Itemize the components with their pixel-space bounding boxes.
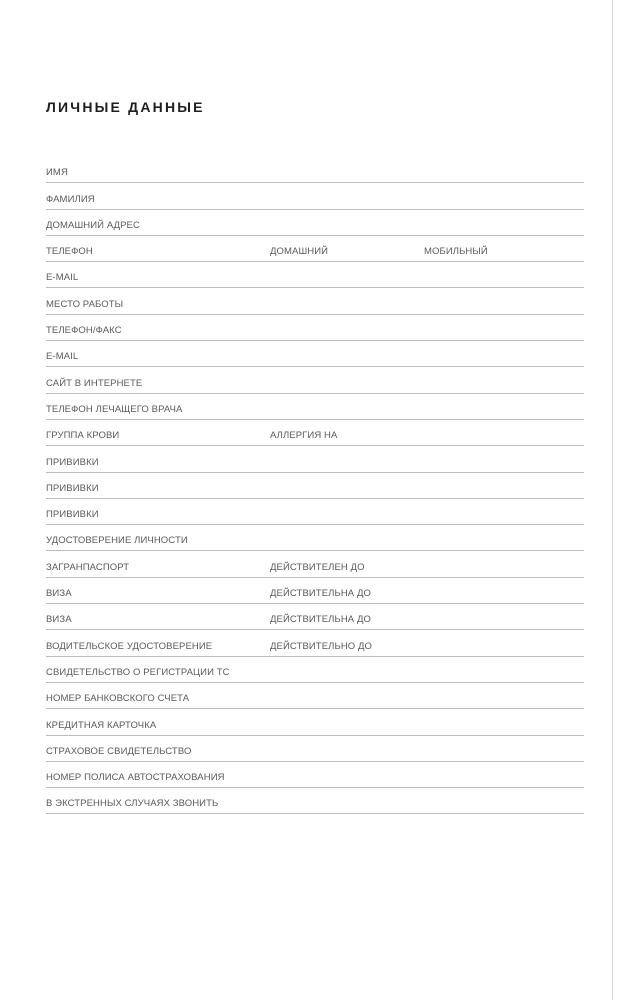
field-label: ДЕЙСТВИТЕЛЬНО ДО	[270, 640, 373, 652]
field-label: ГРУППА КРОВИ	[46, 430, 120, 442]
form-row[interactable]	[46, 604, 584, 630]
form-row[interactable]	[46, 288, 584, 314]
personal-data-form	[46, 157, 584, 814]
field-label: ДЕЙСТВИТЕЛЬНА ДО	[270, 588, 371, 600]
field-label: ДОМАШНИЙ АДРЕС	[46, 219, 140, 231]
field-label: АЛЛЕРГИЯ НА	[270, 430, 338, 442]
form-row[interactable]	[46, 551, 584, 577]
form-row[interactable]	[46, 736, 584, 762]
field-label: E-MAIL	[46, 272, 79, 284]
form-row[interactable]	[46, 315, 584, 341]
page-edge-divider	[612, 0, 613, 1000]
field-label: ДЕЙСТВИТЕЛЕН ДО	[270, 561, 365, 573]
field-label: ВИЗА	[46, 588, 72, 600]
field-label: ДОМАШНИЙ	[270, 246, 329, 258]
field-label: ПРИВИВКИ	[46, 482, 99, 494]
form-row[interactable]	[46, 762, 584, 788]
form-row[interactable]	[46, 473, 584, 499]
field-label: E-MAIL	[46, 351, 79, 363]
field-label: СТРАХОВОЕ СВИДЕТЕЛЬСТВО	[46, 745, 192, 757]
field-label: ИМЯ	[46, 167, 68, 179]
field-label: НОМЕР ПОЛИСА АВТОСТРАХОВАНИЯ	[46, 772, 225, 784]
form-row[interactable]	[46, 525, 584, 551]
form-row[interactable]	[46, 657, 584, 683]
field-label: ТЕЛЕФОН/ФАКС	[46, 325, 122, 337]
form-row[interactable]	[46, 262, 584, 288]
form-row[interactable]	[46, 394, 584, 420]
form-row[interactable]	[46, 578, 584, 604]
form-row[interactable]	[46, 446, 584, 472]
field-label: МЕСТО РАБОТЫ	[46, 298, 124, 310]
field-label: ЗАГРАНПАСПОРТ	[46, 561, 130, 573]
field-label: САЙТ В ИНТЕРНЕТЕ	[46, 377, 143, 389]
field-label: ДЕЙСТВИТЕЛЬНА ДО	[270, 614, 371, 626]
field-label: СВИДЕТЕЛЬСТВО О РЕГИСТРАЦИИ ТС	[46, 666, 230, 678]
form-row[interactable]	[46, 183, 584, 209]
field-label: НОМЕР БАНКОВСКОГО СЧЕТА	[46, 693, 190, 705]
field-label: ВИЗА	[46, 614, 72, 626]
form-row[interactable]	[46, 709, 584, 735]
field-label: ПРИВИВКИ	[46, 509, 99, 521]
form-row[interactable]	[46, 499, 584, 525]
field-label: ТЕЛЕФОН	[46, 246, 93, 258]
field-label: МОБИЛЬНЫЙ	[424, 246, 488, 258]
form-row[interactable]	[46, 683, 584, 709]
field-label: ТЕЛЕФОН ЛЕЧАЩЕГО ВРАЧА	[46, 403, 183, 415]
field-label: В ЭКСТРЕННЫХ СЛУЧАЯХ ЗВОНИТЬ	[46, 798, 219, 810]
form-row[interactable]	[46, 210, 584, 236]
field-label: ПРИВИВКИ	[46, 456, 99, 468]
field-label: ВОДИТЕЛЬСКОЕ УДОСТОВЕРЕНИЕ	[46, 640, 213, 652]
field-label: КРЕДИТНАЯ КАРТОЧКА	[46, 719, 157, 731]
form-row[interactable]	[46, 236, 584, 262]
field-label: УДОСТОВЕРЕНИЕ ЛИЧНОСТИ	[46, 535, 188, 547]
form-row[interactable]	[46, 367, 584, 393]
form-row[interactable]	[46, 420, 584, 446]
form-row[interactable]	[46, 630, 584, 656]
form-row[interactable]	[46, 341, 584, 367]
page-title: ЛИЧНЫЕ ДАННЫЕ	[46, 99, 205, 115]
form-row[interactable]	[46, 788, 584, 814]
form-row[interactable]	[46, 157, 584, 183]
field-label: ФАМИЛИЯ	[46, 193, 95, 205]
